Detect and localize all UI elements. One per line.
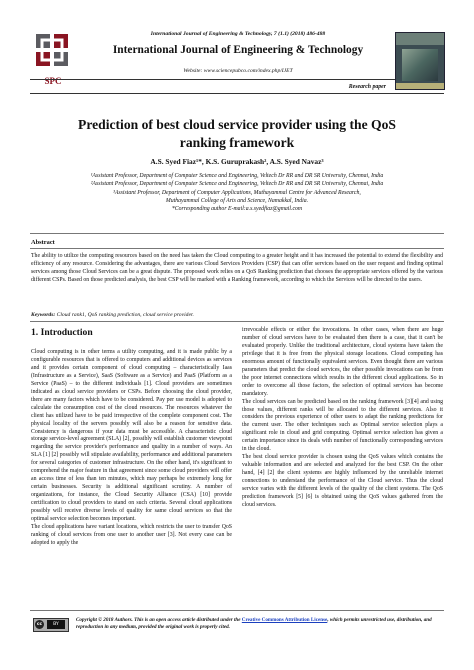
paragraph: The cloud services can be predicted based on the ranking framework [3][4] and using those values, different ranks will be allocated to the different services. Also it considers the previous experience of other users to adapt the ranking predictions for the current user. The other techniques such as Optimal service selection plays a significant role in cloud and grid computing. Optimal service selection has given a certain importance since its deals with number of functionally corresponding services in the cloud. [242, 398, 443, 453]
keywords-list: Cloud rank1, QoS ranking prediction, cloud service provider. [55, 312, 194, 318]
cover-image [402, 49, 438, 81]
paragraph: The cloud applications have variant locations, which restricts the user to transfer QoS ranking of cloud services from one user to another user [3]. Not every case can be adopted to apply the [31, 523, 232, 546]
spc-logo-text: SPC [44, 76, 62, 86]
copyright-notice [76, 617, 444, 631]
author-list: A.S. Syed Fiaz¹*, K.S. Guruprakash², A.S. Syed Navaz³ [150, 157, 324, 166]
copyright-suffix: , which permits unrestricted use, distribution, and reproduction in any medium, provided the original work is properly cited. [76, 617, 432, 630]
corresponding-author: *Corresponding author E-mail:a.s.syedfiaz@gmail.com [171, 206, 303, 213]
section-heading-introduction: 1. Introduction [31, 327, 93, 338]
by-symbol: BY [47, 620, 65, 629]
keywords [31, 312, 443, 318]
title-line-2: ranking framework [179, 135, 295, 150]
keywords-rule [30, 321, 444, 322]
affiliation-2: ²Assistant Professor, Department of Computer Science and Engineering, Veltech Dr RR and DR SR University, Chennai, India [90, 181, 384, 188]
cover-band [396, 33, 444, 45]
title-line-1: Prediction of best cloud service provider using the QoS [78, 117, 396, 132]
license-link[interactable]: Creative Commons Attribution License [241, 617, 328, 623]
cc-license-icon[interactable] [33, 618, 69, 632]
journal-title: International Journal of Engineering & Technology [112, 44, 364, 56]
header-divider-bottom [30, 93, 444, 94]
copyright-prefix: Copyright © 2018 Authors. This is an open access article distributed under the [76, 617, 242, 623]
abstract-top-rule [30, 233, 444, 234]
header-divider [30, 79, 444, 80]
spc-logo-icon [30, 32, 76, 92]
journal-cover-icon [395, 32, 445, 90]
abstract-text: The ability to utilize the computing resources based on the need has taken the Cloud computing to a greater height and it has increased the potential to extend the flexibility and efficiency of any resource. Considering the advantages, there are various Cloud Services Providers (CSP) that can offer services based on the user request and finding optimal services among those Cloud Services can be a great dispute. The proposed work relies on a QoS Ranking prediction that chooses the appropriate services offered by the various different CSPs. Based on those predicted analysis, the best CSP will be marked with a Ranking framework, according to which the Services will be directed to the users. [31, 253, 443, 283]
paper-type: Research paper [348, 84, 386, 90]
keywords-label: Keywords: [31, 312, 56, 318]
paper-title [40, 116, 434, 152]
abstract-heading-rule [30, 248, 444, 249]
paragraph: The best cloud service provider is chosen using the QoS values which contains the valuable information and are selected and analyzed for the best CSP. On the other hand, [4] [2] the client systems are highly influenced by the unreliable internet connections to understand the performance of the Cloud service. Thus the cloud service varies with the different levels of the quality of the client systems. The QoS prediction framework [5] [6] is obtained using the QoS values gathered from the cloud services. [242, 454, 443, 508]
paragraph: irrevocable effects or either the invocations. In other cases, when there are huge number of cloud services have to be evaluated then there is a case, that it can't be evaluated properly. Unlike the traditional architecture, cloud systems have taken the privilege that it is free from the physical storage locations. Cloud computing has enormous amount of functionally equivalent services. Even thought there are various parameters that predict the cloud services, the other possible invocations can be from the poor internet connections which results in the different cloud applications. So in order to overcome all those factors, the selection of optimal services has become mandatory. [242, 327, 443, 397]
affiliation-4: Muthayammal College of Arts and Science, Namakkal, India. [165, 197, 309, 204]
journal-citation: International Journal of Engineering & Technology, 7 (1.1) (2018) 486-488 [150, 31, 326, 37]
cc-symbol: cc [36, 622, 43, 627]
spc-logo-mark [34, 32, 72, 76]
body-column-right [242, 327, 443, 510]
footer-rule [30, 610, 444, 611]
journal-website[interactable]: Website: www.sciencepubco.com/index.php/IJET [183, 68, 293, 74]
cover-strip [396, 83, 444, 89]
affiliations [40, 172, 434, 213]
body-column-left [31, 349, 232, 548]
affiliation-1: ¹Assistant Professor, Department of Computer Science and Engineering, Veltech Dr RR and DR SR University, Chennai, India [90, 173, 384, 179]
paragraph: Cloud computing is in other terms a utility computing, and it is made public by a configurable resources that is offered to computers and additional devices as services and it provides certain component of cloud computing – characteristically Iaas (Infrastructure as a Service), SaaS (Software as a Service) and PaaS (Platform as a Service (PaaS) – to the different individuals [1]. Cloud providers are sometimes indicated as cloud service providers or CSPs. Before choosing the cloud provider, there are many factors which have to be considered. Pay per use model is adopted to calculate the consumption cost of the cloud resources. The resources whatever the client has utilized have to be paid irrespective of the complete component cost. The physical locality of the servers possibly will also be a reason for sensitive data. Consistency is dangerous if your data must be accessible. A characteristic cloud storage service-level agreement (SLA) [2], possibly will establish customer viewpoint regarding the service provider's performance and quality in a number of ways. An SLA [1] [2] possibly will stipulate availability, performance and additional parameters for several categories of customer infrastructure. On the other hand, it's significant to comprehend the major feature in that agreement since some cloud providers will offer an access time of less than ten minutes, which may perhaps be extremely long for certain businesses. Security is additional significant scrutiny. A number of organizations, for instance, the Cloud Security Alliance (CSA) [10] provide certification to cloud providers to stand on such criteria. Several cloud applications possibly will receive diverse levels of quality for same cloud services so that the optimal service selection becomes important. [31, 349, 232, 523]
affiliation-3: ³Assistant Professor, Department of Computer Applications, Muthayammal Centre for Advanced Research, [113, 189, 361, 196]
abstract-heading: Abstract [31, 239, 55, 246]
